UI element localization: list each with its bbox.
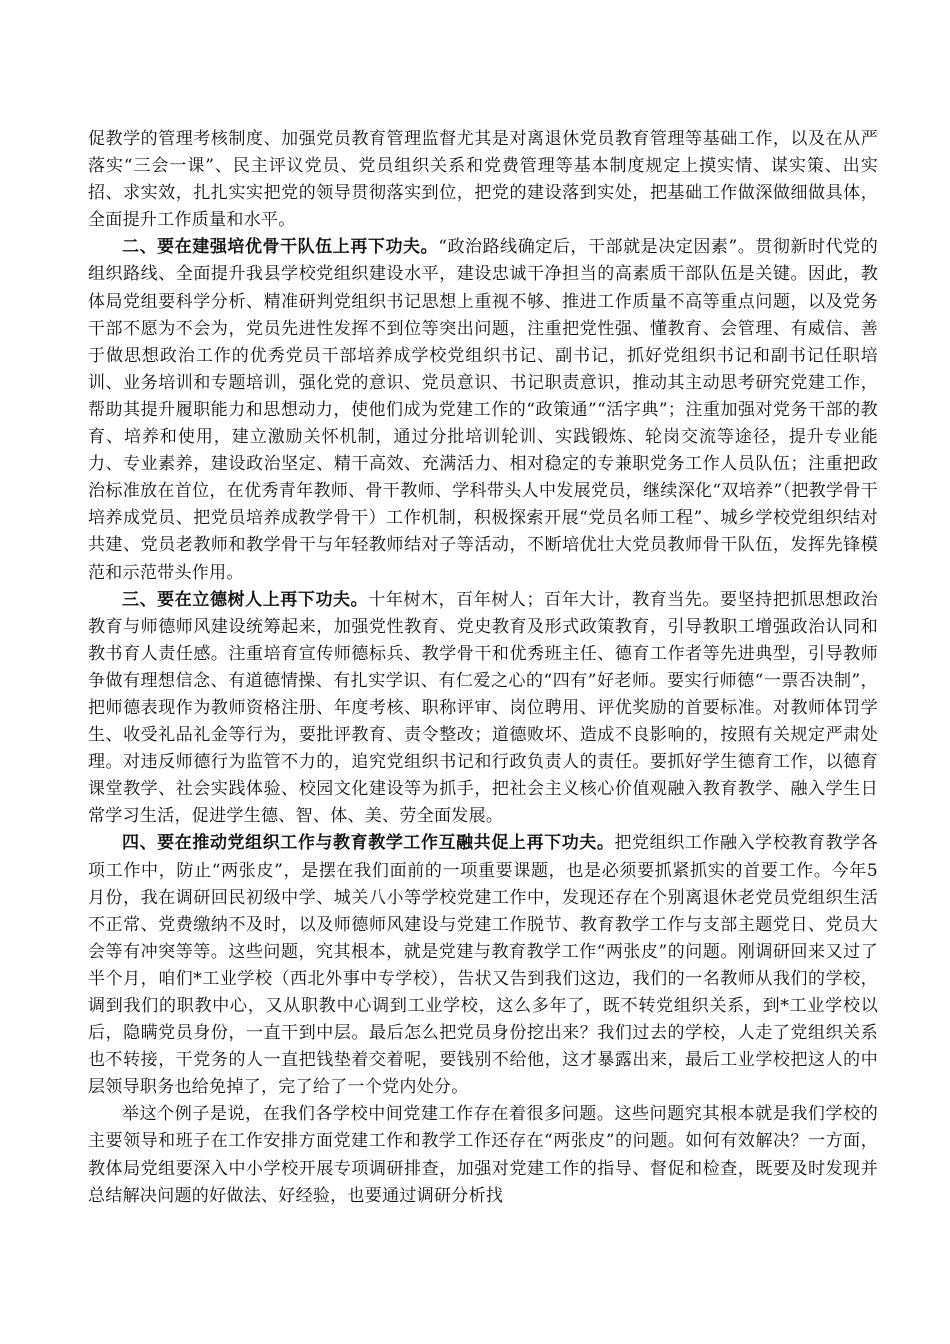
paragraph-cadre-team — [88, 234, 878, 586]
section-heading: 四、要在推动党组织工作与教育教学工作互融共促上再下功夫。 — [122, 833, 615, 854]
paragraph-text: 促教学的管理考核制度、加强党员教育管理监督尤其是对离退休党员教育管理等基础工作，以及在从严落实“三会一课”、民主评议党员、党员组织关系和党费管理等基本制度规定上摸实情、谋实策、出实招、求实效，扎扎实实把党的领导贯彻落实到位，把党的建设落到实处，把基础工作做深做细做具体，全面提升工作质量和水平。 — [88, 129, 878, 231]
paragraph-moral-education — [88, 587, 878, 831]
paragraph-text: “政治路线确定后，干部就是决定因素”。贯彻新时代党的组织路线、全面提升我县学校党组织建设水平，建设忠诚干净担当的高素质干部队伍是关键。因此，教体局党组要科学分析、精准研判党组织书记思想上重视不够、推进工作质量不高等重点问题，以及党务干部不愿为不会为，党员先进性发挥不到位等突出问题，注重把党性强、懂教育、会管理、有威信、善于做思想政治工作的优秀党员干部培养成学校党组织书记、副书记，抓好党组织书记和副书记任职培训、业务培训和专题培训，强化党的意识、党员意识、书记职责意识，推动其主动思考研究党建工作，帮助其提升履职能力和思想动力，使他们成为党建工作的“政策通”“活字典”；注重加强对党务干部的教育、培养和使用，建立激励关怀机制，通过分批培训轮训、实践锻炼、轮岗交流等途径，提升专业能力、专业素养，建设政治坚定、精干高效、充满活力、相对稳定的专兼职党务工作人员队伍；注重把政治标准放在首位，在优秀青年教师、骨干教师、学科带头人中发展党员，继续深化“双培养”（把教学骨干培养成党员、把党员培养成教学骨干）工作机制，积极探索开展“党员名师工程”、城乡学校党组织结对共建、党员老教师和教学骨干与年轻教师结对子等活动，不断培优壮大党员教师骨干队伍，发挥先锋模范和示范带头作用。 — [88, 237, 878, 583]
paragraph-text: 把党组织工作融入学校教育教学各项工作中，防止“两张皮”，是摆在我们面前的一项重要课题，也是必须要抓紧抓实的首要工作。今年5月份，我在调研回民初级中学、城关八小等学校党建工作中，发现还存在个别离退休老党员党组织生活不正常、党费缴纳不及时，以及师德师风建设与党建工作脱节、教育教学工作与支部主题党日、党员大会等有冲突等等。这些问题，究其根本，就是党建与教育教学工作“两张皮”的问题。刚调研回来又过了半个月，咱们*工业学校（西北外事中专学校），告状又告到我们这边，我们的一名教师从我们的学校，调到我们的职教中心，又从职教中心调到工业学校，这么多年了，既不转党组织关系，到*工业学校以后，隐瞒党员身份，一直干到中层。最后怎么把党员身份挖出来？我们过去的学校，人走了党组织关系也不转接，干党务的人一直把钱垫着交着呢，要钱别不给他，这才暴露出来，最后工业学校把这人的中层领导职务也给免掉了，完了给了一个党内处分。 — [88, 833, 878, 1098]
section-heading: 三、要在立德树人上再下功夫。 — [122, 589, 369, 610]
paragraph-integration — [88, 830, 878, 1101]
paragraph-text: 举这个例子是说，在我们各学校中间党建工作存在着很多问题。这些问题究其根本就是我们学校的主要领导和班子在工作安排方面党建工作和教学工作还存在“两张皮”的问题。如何有效解决？一方面，教体局党组要深入中小学校开展专项调研排查，加强对党建工作的指导、督促和检查，既要及时发现并总结解决问题的好做法、好经验，也要通过调研分析找 — [88, 1104, 878, 1206]
paragraph-basic-work — [88, 126, 878, 234]
paragraph-example — [88, 1101, 878, 1209]
section-heading: 二、要在建强培优骨干队伍上再下功夫。 — [122, 237, 439, 258]
paragraph-text: 十年树木，百年树人；百年大计，教育当先。要坚持把抓思想政治教育与师德师风建设统筹起来，加强党性教育、党史教育及形式政策教育，引导教职工增强政治认同和教书育人责任感。注重培育宣传师德标兵、教学骨干和优秀班主任、德育工作者等先进典型，引导教师争做有理想信念、有道德情操、有扎实学识、有仁爱之心的“四有”好老师。要实行师德“一票否决制”，把师德表现作为教师资格注册、年度考核、职称评审、岗位聘用、评优奖励的首要标准。对教师体罚学生、收受礼品礼金等行为，要批评教育、责令整改；道德败坏、造成不良影响的，按照有关规定严肃处理。对违反师德行为监管不力的，追究党组织书记和行政负责人的责任。要抓好学生德育工作，以德育课堂教学、社会实践体验、校园文化建设等为抓手，把社会主义核心价值观融入教育教学、融入学生日常学习生活，促进学生德、智、体、美、劳全面发展。 — [88, 589, 878, 827]
